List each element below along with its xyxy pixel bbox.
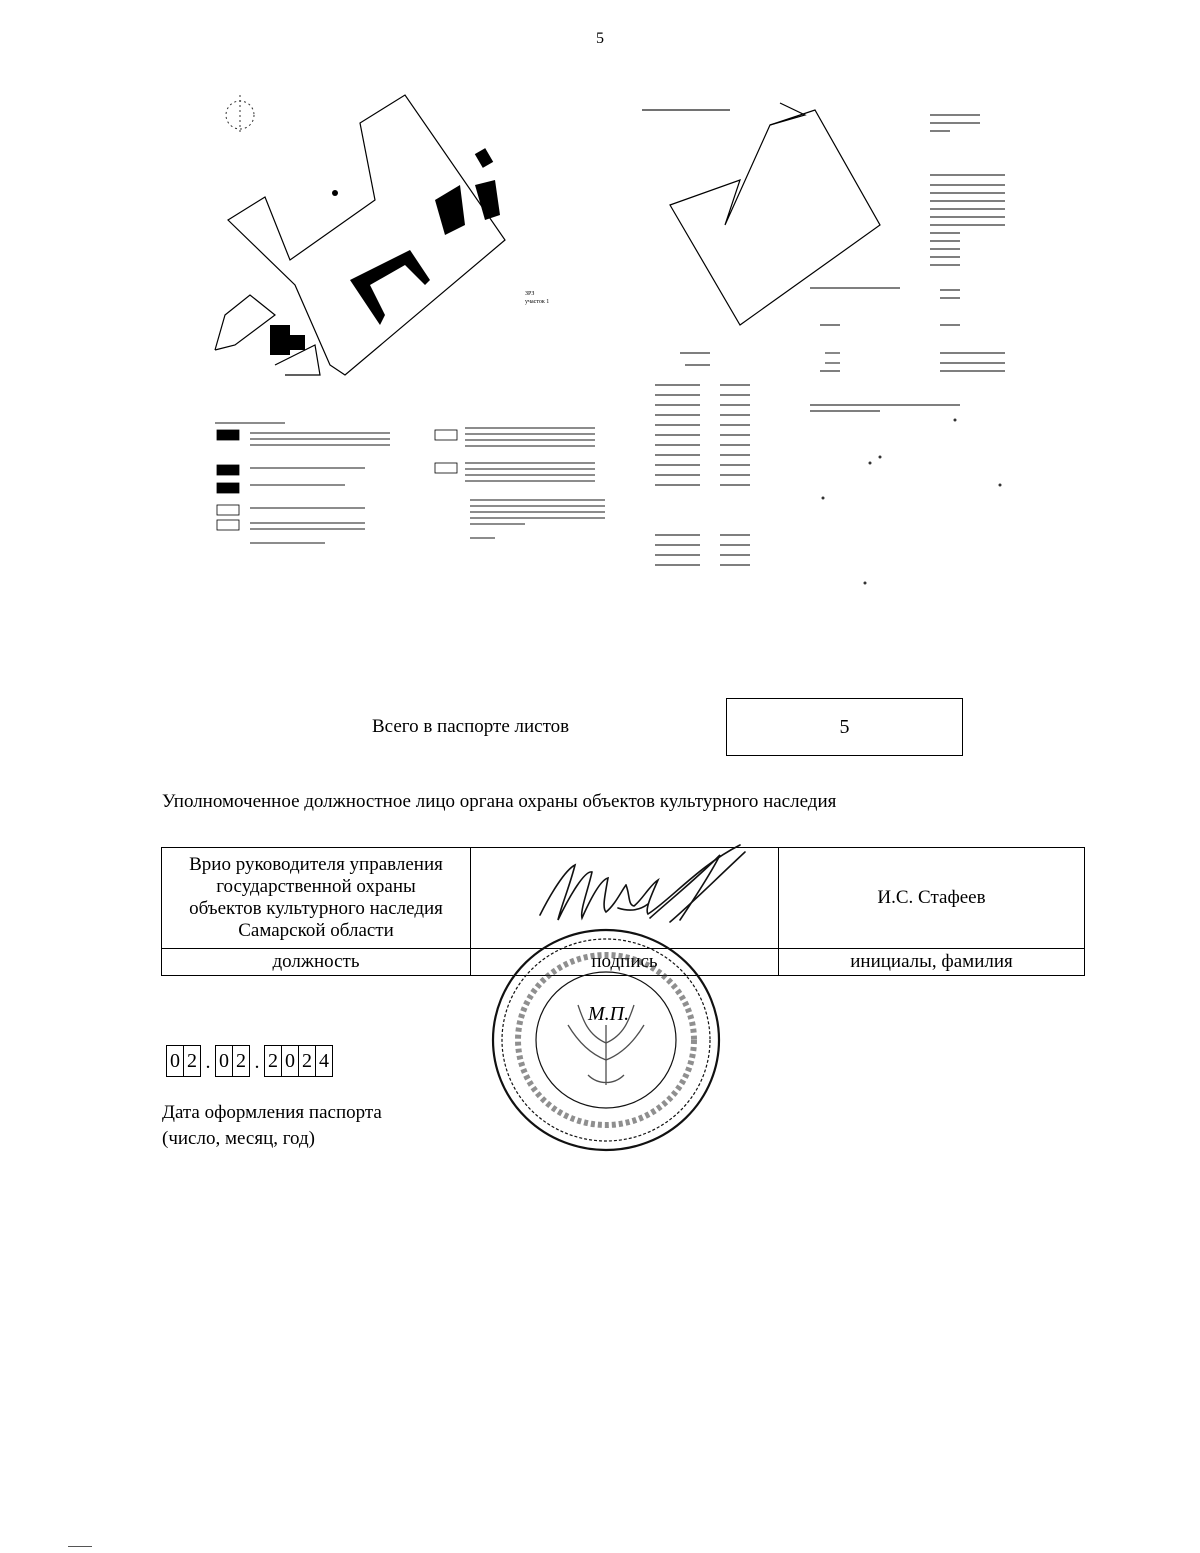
date-digit: 0 xyxy=(282,1045,299,1077)
date-caption xyxy=(162,1100,382,1152)
signature-footer-label: подпись xyxy=(471,949,779,976)
position-footer-label: должность xyxy=(162,949,471,976)
boundary-scheme-map xyxy=(640,85,1020,595)
total-sheets-box xyxy=(726,698,963,756)
official-seal xyxy=(488,925,724,1155)
position-line: Врио руководителя управления xyxy=(189,854,443,875)
date-digit: 2 xyxy=(184,1045,201,1077)
date-year xyxy=(264,1045,333,1077)
issue-date xyxy=(166,1045,333,1077)
date-day xyxy=(166,1045,201,1077)
date-digit: 2 xyxy=(265,1045,282,1077)
position-line: объектов культурного наследия xyxy=(189,898,443,919)
site-plan-map xyxy=(195,85,635,555)
position-line: Самарской области xyxy=(238,920,394,941)
date-digit: 4 xyxy=(316,1045,333,1077)
date-month xyxy=(215,1045,250,1077)
date-caption-line: (число, месяц, год) xyxy=(162,1128,316,1149)
date-digit: 2 xyxy=(299,1045,316,1077)
date-digit: 0 xyxy=(216,1045,233,1077)
buildings xyxy=(270,148,500,355)
svg-text:участок 1: участок 1 xyxy=(525,299,550,305)
territory-outline xyxy=(215,95,505,375)
total-sheets-value: 5 xyxy=(839,715,850,738)
page-number: 5 xyxy=(596,30,604,47)
name-cell: И.С. Стафеев xyxy=(779,848,1085,949)
seal-mark: М.П. xyxy=(588,1003,630,1025)
plan-label xyxy=(525,291,549,305)
date-caption-line: Дата оформления паспорта xyxy=(162,1102,382,1123)
official-caption: Уполномоченное должностное лицо органа охраны объектов культурного наследия xyxy=(162,791,837,812)
name-footer-label: инициалы, фамилия xyxy=(779,949,1085,976)
map-legend xyxy=(215,423,605,543)
coordinate-table-bottom xyxy=(655,353,750,565)
coordinate-table-top xyxy=(810,115,1005,411)
total-sheets-label: Всего в паспорте листов xyxy=(372,716,570,737)
date-separator: . xyxy=(205,1051,211,1073)
north-arrow-icon xyxy=(226,95,254,135)
svg-text:ЗРЗ: ЗРЗ xyxy=(525,291,535,297)
date-digit: 0 xyxy=(167,1045,184,1077)
date-digit: 2 xyxy=(233,1045,250,1077)
date-separator: . xyxy=(254,1051,260,1073)
corner-mark xyxy=(68,1546,92,1547)
boundary-outline xyxy=(670,103,880,325)
position-cell xyxy=(162,848,471,949)
scheme-marks xyxy=(822,419,1002,585)
position-line: государственной охраны xyxy=(216,876,416,897)
